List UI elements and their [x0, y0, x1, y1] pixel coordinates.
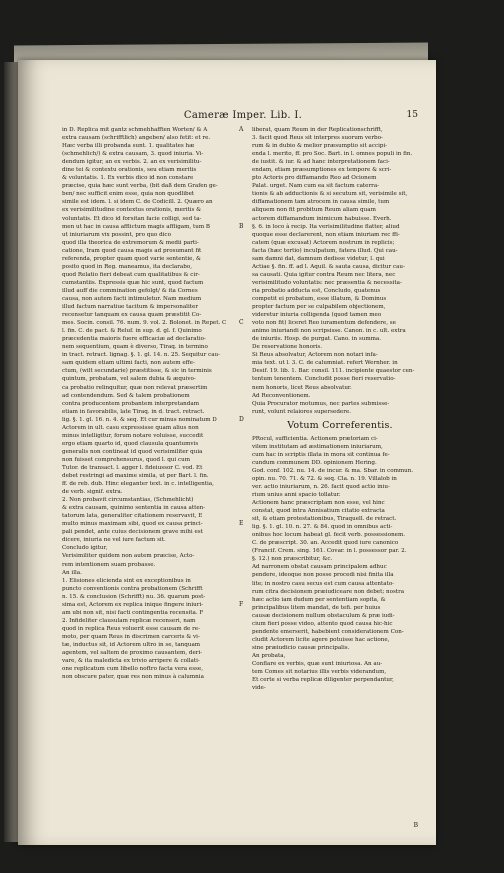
- right-text-column: [252, 126, 428, 826]
- text-line: ben/ nec sufficit enim esse, quia non quodlibet: [62, 191, 195, 198]
- text-line: Concludo igitur,: [62, 545, 108, 552]
- text-line: cundum communem DD. opinionem Hering.: [252, 459, 377, 466]
- text-line: minus intelligitur, forum notare voluisse, succedit: [62, 432, 204, 439]
- text-line: dendum igitur, an ex verbis. 2. an ex verisimilitu-: [62, 159, 202, 166]
- text-line: Quia Procurator motumus, nec partes submisse-: [252, 400, 390, 407]
- text-line: 1. Elisiones elicienda sint ex exceptionibus in: [62, 577, 191, 584]
- text-line: lig. §. 1. gl. 10. n. 27. & 84. quod in omnibus acti-: [252, 524, 393, 531]
- text-line: §. 6. in loco à recip. Ita verisimilitudine flatter, aliud: [252, 223, 400, 230]
- text-line: endam, etiam præsumptiones ex tempore & scri-: [252, 167, 392, 174]
- text-line: lig. §. 1. gl. 16. n. 4. & seq. Et cur minus nominatum D: [62, 416, 217, 423]
- text-line: dicere, iniuria ne vel iure factum sit.: [62, 537, 166, 544]
- running-header: [58, 110, 428, 126]
- text-line: An probata,: [252, 652, 286, 659]
- text-line: præcise, quia hæc sunt verba, (bit daß dem Grafen ge-: [62, 183, 218, 190]
- text-line: Actionem hanc præscriptam non esse, vel hinc: [252, 500, 385, 507]
- text-line: tem Comes sit notarius illis verbis viderandum,: [252, 669, 387, 676]
- text-line: rium unius anni spacio tollatur.: [252, 492, 341, 499]
- text-line: extra causam (schrifftlich) angeben/ also fetit: et re.: [62, 135, 211, 142]
- text-line: principalibus litem mandat, de tefi. per huius: [252, 604, 381, 611]
- text-line: Tutor. de transact. l. agger l. fideiussor C. vod. Et: [62, 464, 203, 471]
- text-line: catem (quæ excusat) Actorem nostrum in replicis;: [252, 239, 395, 246]
- text-line: vare, & ita maledicta ex trivio arripere & collati-: [62, 658, 200, 665]
- text-line: mes. Socin. consil. 76. num. 9. vol. 2. Bolonet. in Repet. C: [62, 320, 227, 327]
- text-line: præcedentia maioris fuere efficaciæ ad declaratio-: [62, 336, 206, 343]
- text-line: constat, quod intra Annisatium citatio extracta: [252, 508, 385, 515]
- text-line: causa, non autem facti intimuletur. Nam medium: [62, 295, 202, 302]
- text-line: vilem institutam ad æstimationem iniuriarum,: [252, 443, 383, 450]
- text-line: sima est, Actorem ex replica inique fingere iniuri-: [62, 601, 204, 608]
- text-line: posito quod in Reg. maneamus, ita declarabo,: [62, 263, 192, 270]
- text-line: cumstantiis. Expressis quæ hic sunt, quod factum: [62, 279, 204, 286]
- text-line: multo minus maximam sibi, quod ex causa princi-: [62, 521, 203, 528]
- text-line: catione, Iram quod causa magis ad prosumant fit: [62, 247, 202, 254]
- margin-section-letters: [239, 126, 251, 608]
- text-line: de verb. signif. extra.: [62, 489, 123, 496]
- text-line: dine tei & contextu orationis, seu etiam meritis: [62, 167, 197, 174]
- text-line: cum hac in scriptis illata in mora sit continua fe-: [252, 451, 390, 458]
- text-line: mia text. ut l. 3. C. de calumniat. refert Wernher. in: [252, 360, 398, 367]
- text-line: debet restringi ad maxime simila, ut per Bart. l. fin.: [62, 473, 209, 480]
- text-line: nem honoris, licet Reus absolvatur.: [252, 384, 352, 391]
- text-line: ria probatio adducta est, Concludo, quatenus: [252, 287, 381, 294]
- text-line: actorem diffamandum inimicum habuisse. Everh.: [252, 215, 392, 222]
- text-line: sa causati. Quia igitur contra Reum nec litera, nec: [252, 271, 396, 278]
- text-line: l. fin. C. de pact. & Reluf. in sup. d. gl. f. Quinimo: [62, 328, 202, 335]
- text-line: ver. actio iniuriarum, n. 26. facit quod actio iniu-: [252, 483, 390, 490]
- section-heading: Votum Correferentis.: [287, 419, 393, 431]
- text-line: simile est idem. l. si idem C. de Codicill. 2. Quæro an: [62, 199, 213, 206]
- page-number: 15: [406, 110, 418, 120]
- text-line: C. de præscript. 30. an. Accedit quod iure canonico: [252, 540, 399, 547]
- text-line: An illa.: [62, 569, 82, 576]
- text-line: quintum, probatam, vel salem dubia & æquivo-: [62, 376, 196, 383]
- text-line: Hæc verba illi probanda sunt. 1. qualitates hæ: [62, 143, 195, 150]
- text-line: referenda, propter quam quod varie sententie, &: [62, 255, 202, 262]
- text-line: ut iniuriarum vix possint, pro quo dico: [62, 231, 171, 238]
- text-line: lite; in nostro casu secus est cum causa attentato-: [252, 580, 395, 587]
- text-line: contra producentem probantem interpretandam: [62, 400, 200, 407]
- margin-letter: D: [239, 415, 244, 423]
- margin-letter: F: [239, 600, 244, 608]
- text-line: videretur iniuria colligenda (quod tamen meo: [252, 312, 382, 319]
- text-line: quoque esse declarerent, non etiam iniuriam rec ffi-: [252, 231, 400, 238]
- text-line: Et certe si verba replicæ diligenter perpendantur,: [252, 677, 394, 684]
- text-line: hæc actio iam dudum per sententiam sopita, &: [252, 596, 386, 603]
- text-line: de iustit. & iur. & ad hanc interpretationem faci-: [252, 159, 390, 166]
- text-line: 3. facit quod Reus sit interpres suorum verbo-: [252, 135, 383, 142]
- text-line: ergo etiam quarto id, quod clausula quantumvis: [62, 440, 199, 447]
- text-line: am ubi non sit, nisi facti contingentia recensita. F: [62, 609, 204, 616]
- text-line: moto, per quam Reus in discrimen carceris & vi-: [62, 633, 200, 640]
- text-line: non obscure pater, quæ res non minus à calumnia: [62, 674, 204, 681]
- text-line: pali pendet, ante cuius decisionem grave mihi est: [62, 529, 203, 536]
- margin-letter: E: [239, 520, 244, 528]
- text-line: illud auff die commination gefolgt/ & ita Cornes: [62, 287, 198, 294]
- text-line: Actorem in ult. casu expressisse quam alius non: [62, 424, 199, 431]
- text-line: de iniuriis. Hosp. de purgat. Cano. in summa.: [252, 336, 382, 343]
- text-line: ca probatio relinquitur, quæ non relevat præsertim: [62, 384, 208, 391]
- text-line: aliquem non fit probitum Reum aliam quam: [252, 207, 376, 214]
- text-line: Ad Reconventionem.: [252, 392, 311, 399]
- text-line: recensetur tanquam ex causa quam præstitit Co-: [62, 312, 202, 319]
- text-line: n. 15. & conclusion (Schrifft) nu. 36. quarum post-: [62, 593, 206, 600]
- right-column-opinion-text: [252, 126, 428, 416]
- right-column-votum-text: [252, 435, 428, 693]
- text-line: sam damni dat, damnum dedisse videtur, l. qui: [252, 255, 385, 262]
- book-page: [18, 60, 436, 845]
- text-line: Desif. 19. lib. 1. Bar. consil. 111. incipiente quaestor cen-: [252, 368, 415, 375]
- text-line: & voluntatis. 1. Ex verbis dico id non constare: [62, 175, 194, 182]
- text-line: causæ decisionem nullum obstaculum & præ iudi-: [252, 612, 395, 619]
- text-line: diffamationem tam atrocem in causa simile, tum: [252, 199, 390, 206]
- text-line: animo iniuriandi non scripsisse. Canon. in c. ult. extra: [252, 328, 406, 335]
- text-line: nem sequentium, quam è diverso, Tiraq. in termino: [62, 344, 208, 351]
- text-line: PRocul, sufficientia. Actionem prætoriam ci-: [252, 435, 378, 442]
- text-line: voluntatis. Et dico id forsitan facie colligi, sed ta-: [62, 215, 202, 222]
- text-line: ex verisimilitudine contextus orationis, meritis &: [62, 207, 202, 214]
- text-line: Si Reus absolvatur, Actorem non notari infa-: [252, 352, 378, 359]
- text-line: generalis non contineat id quod verisimiliter quia: [62, 448, 203, 455]
- text-line: sit, & etiam protestationibus, Tiraquell. de retract.: [252, 516, 397, 523]
- text-line: tentum tenentem. Concludit posse fieri reservatio-: [252, 376, 396, 383]
- text-line: etiam in favorabilis, late Tiraq. in d. tract. retract.: [62, 408, 205, 415]
- text-line: ff. de reb. dub. Hinc eleganter text. in c. intelligentia,: [62, 481, 214, 488]
- text-line: vide-: [252, 685, 266, 692]
- left-text-column: [62, 126, 238, 826]
- text-line: (Francif. Crem. sing. 161. Covar. in l. possessor par. 2.: [252, 548, 407, 555]
- text-line: Ad narronem obstat causam principalem adhuc: [252, 564, 387, 571]
- text-line: men ut hac in causa afflictum magis affligam, tum B: [62, 223, 211, 230]
- text-line: runt, volunt relaiores supersedere.: [252, 408, 352, 415]
- running-title: Cameræ Imper. Lib. I.: [183, 110, 303, 121]
- text-line: Conflare ex verbis, quæ sunt iniuriosa. An au-: [252, 661, 383, 667]
- text-line: cium fieri posse video, attento quod causa hic-hic: [252, 620, 393, 627]
- text-line: in D. Replica mit gantz schmehhafften Worten/ & A: [62, 127, 208, 133]
- text-line: opin. nu. 70. 71. & 72. & seq. Cla. n. 19. Villalob in: [252, 475, 397, 482]
- text-line: pto Actoris pro diffamando Reo ad Ocionem: [252, 175, 377, 182]
- text-line: facta (hæc tertio) inculpatum, fatera illud. Qui cau-: [252, 247, 398, 254]
- text-line: rum citra decisionem præiudiceare non debet; nostra: [252, 588, 405, 595]
- margin-letter: A: [239, 126, 244, 133]
- text-line: cludit Actorem licite agere potuisse hac actione,: [252, 636, 390, 643]
- margin-letter: B: [239, 222, 244, 230]
- text-line: 2. Non probavit circumstantias, (Schmehlicht): [62, 497, 194, 504]
- text-line: enda l. merito, ff. pro Soc. Bart. in l. omnes populi in fin.: [252, 151, 413, 158]
- text-line: non fuisset comprehensurus, quod l. qui cum: [62, 456, 190, 463]
- text-line: competit ei probatum, esse illatum, & Dominus: [252, 295, 387, 302]
- text-line: puncto conventionis contra probationem (Schrifft: [62, 585, 203, 592]
- text-line: Palat. urget. Nam cum ea sit factum caterra-: [252, 183, 380, 190]
- text-line: tatorum lata, generaliter citationem reservavit, E: [62, 513, 203, 520]
- text-line: ctum, (wilt secundarie) præstitisse, & sic in terminis: [62, 368, 212, 375]
- text-line: De reservatione honoris.: [252, 344, 323, 351]
- text-line: 2. Infideliter clausulam replicæ recenseri, nam: [62, 617, 196, 624]
- text-line: quod Relatio fieri debeat cum qualitatibus & cir-: [62, 271, 200, 278]
- text-line: agentem, vel saltem de proximo causantem, deri-: [62, 650, 203, 657]
- signature-mark: B: [413, 822, 418, 829]
- text-line: pendente emerserit, habebient considerationem Con-: [252, 628, 404, 635]
- text-line: voto non fit) liceret Reo iuramentum defendere, se: [252, 320, 396, 327]
- text-line: verisimilitudo voluntatis: nec præsentia & necessita-: [252, 279, 402, 286]
- text-line: one replicatum cum libello noftro facta vera esse,: [62, 666, 204, 673]
- text-line: ad contendendum. Sed & talem probationem: [62, 392, 190, 399]
- text-line: illud factum narratiue tacitum & impersonaliter: [62, 304, 198, 311]
- text-line: sine præiudicio causæ principalis.: [252, 644, 350, 651]
- text-line: liberat, quam Reum in der Replicationschrifft,: [252, 127, 383, 133]
- text-line: God. conf. 102. nu. 14. de incur. & ma. Sbar. in commun.: [252, 467, 414, 474]
- text-line: Verisimiliter quidem non autem præcise, Acto-: [62, 553, 195, 560]
- text-line: in tract. retract. lignag. §. 1. gl. 14. n. 25. Sequitur cau-: [62, 352, 221, 359]
- text-line: tæ, inductus sit, id Actorem ultro in se, tanquam: [62, 642, 201, 648]
- margin-letter: C: [239, 319, 244, 327]
- text-line: & extra causam, quinimo sententia in causa atten-: [62, 505, 206, 512]
- text-line: rem intentionem suam probasse.: [62, 561, 156, 568]
- text-line: propter factum per se culpabilem objectionem,: [252, 304, 386, 311]
- text-line: quod illa theorica de extremorum & medii parti-: [62, 239, 199, 246]
- text-line: quod in replica Reus voluerit esse causam de re-: [62, 625, 201, 632]
- text-line: §. 12.) non præscribitur, &c.: [252, 556, 333, 563]
- text-line: (schmehlich/) & extra causam, 3. quod iniuria. Vi-: [62, 151, 204, 158]
- text-line: Actiae §. fin. ff. ad l. Aquil. & sauta causa, dicitur cau-: [252, 263, 405, 270]
- text-line: sam quidem etiam ultimi facti, non autem effe-: [62, 360, 195, 367]
- text-line: tionis & ab adductionis & si secutum sit, verisimile sit,: [252, 191, 408, 198]
- text-line: pendere, ideoque non posse procedi nisi finita illa: [252, 572, 394, 579]
- text-line: rum & in dubio & melior præsumptio sit accipi-: [252, 143, 388, 150]
- text-line: onibus hoc locum habeat gl. fecit verb. possessionem.: [252, 532, 406, 539]
